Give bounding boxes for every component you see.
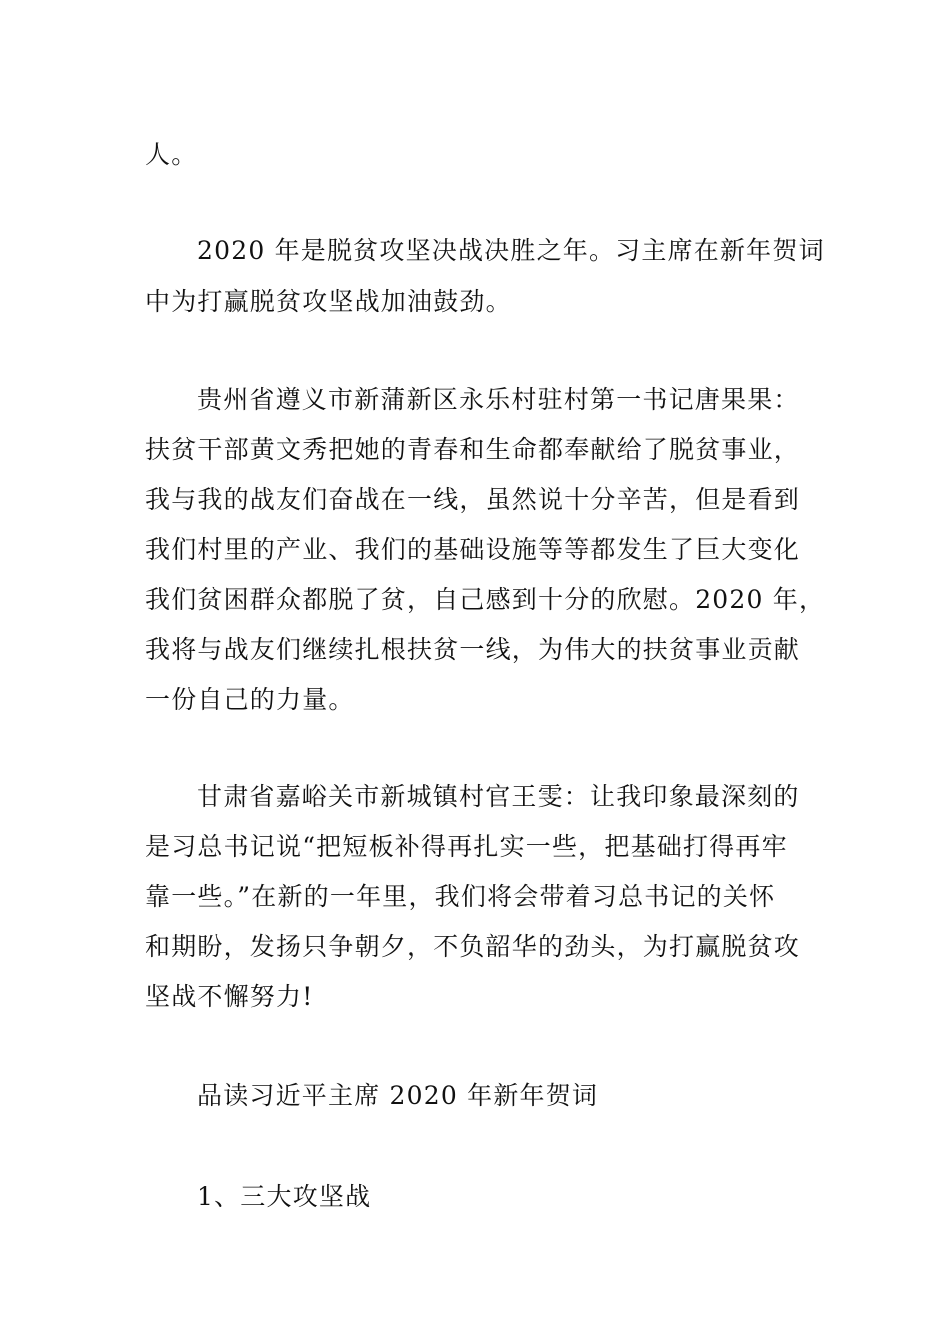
- paragraph-3-line-2: 是习总书记说“把短板补得再扎实一些，把基础打得再牢: [145, 832, 788, 861]
- paragraph-2-line-4: 我们村里的产业、我们的基础设施等等都发生了巨大变化: [145, 535, 801, 564]
- paragraph-3-line-3: 靠一些。”在新的一年里，我们将会带着习总书记的关怀: [145, 882, 776, 911]
- paragraph-2-line-6: 我将与战友们继续扎根扶贫一线，为伟大的扶贫事业贡献: [145, 635, 801, 664]
- subsection-heading: 1、三大攻坚战: [197, 1182, 372, 1211]
- paragraph-3-line-4: 和期盼，发扬只争朝夕，不负韶华的劲头，为打赢脱贫攻: [145, 932, 801, 961]
- paragraph-2-line-2: 扶贫干部黄文秀把她的青春和生命都奉献给了脱贫事业，: [145, 435, 801, 464]
- paragraph-2-line-3: 我与我的战友们奋战在一线，虽然说十分辛苦，但是看到: [145, 485, 801, 514]
- paragraph-1-line-1: 2020 年是脱贫攻坚决战决胜之年。习主席在新年贺词: [197, 236, 825, 265]
- paragraph-3-line-1: 甘肃省嘉峪关市新城镇村官王雯：让我印象最深刻的: [197, 782, 800, 811]
- paragraph-2-line-1: 贵州省遵义市新蒲新区永乐村驻村第一书记唐果果：: [197, 385, 800, 414]
- section-heading: 品读习近平主席 2020 年新年贺词: [197, 1081, 599, 1110]
- paragraph-3-line-5: 坚战不懈努力!: [145, 982, 314, 1011]
- paragraph-2-line-7: 一份自己的力量。: [145, 685, 355, 714]
- paragraph-1-line-2: 中为打赢脱贫攻坚战加油鼓劲。: [145, 287, 512, 316]
- paragraph-2-line-5: 我们贫困群众都脱了贫，自己感到十分的欣慰。2020 年，: [145, 585, 826, 614]
- text-line: 人。: [145, 140, 198, 169]
